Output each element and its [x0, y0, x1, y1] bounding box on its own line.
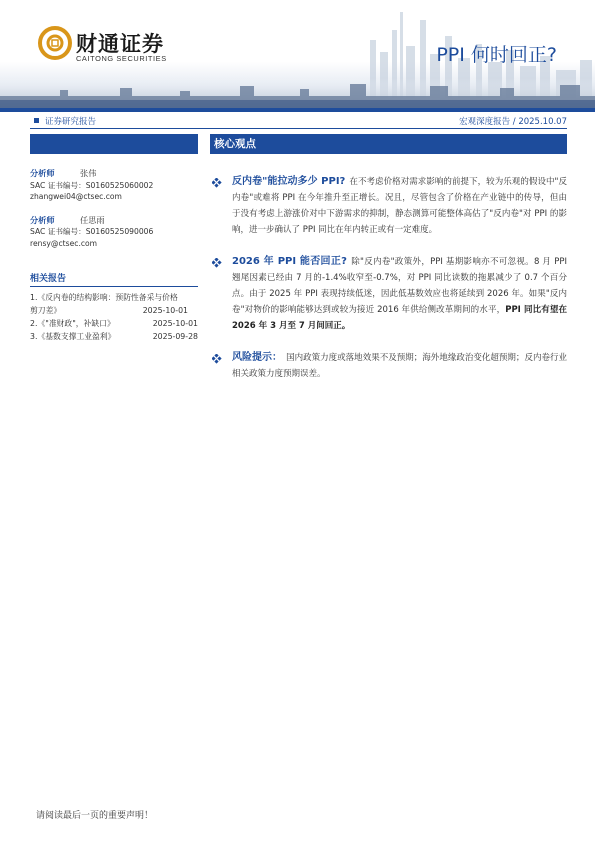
report-type-label: 证券研究报告 [45, 117, 97, 127]
diamond-bullet-icon [212, 178, 222, 188]
key-point [210, 174, 567, 238]
header-banner [0, 0, 595, 112]
related-report-item[interactable] [30, 317, 198, 330]
analyst-email[interactable]: rensy@ctsec.com [30, 238, 98, 248]
analyst-card [30, 215, 198, 250]
key-point-text: 国内政策力度或落地效果不及预期；海外地缘政治变化超预期；反内卷行业相关政策力度预期误差。 [232, 353, 568, 379]
square-bullet-icon [34, 118, 39, 123]
key-point-text: 除"反内卷"政策外，PPI 基期影响亦不可忽视。8 月 PPI 翘尾因素已经由 7 月的-1.4%收窄至-0.7%，对 PPI 同比读数的拖累减少了 0.7 个百分点。由于 2025 年 PPI 表现持续低迷，因此低基数效应也将延续到 2026 年。如果"反内卷"对物价的影响能够达到或较为接近 2016 年供给侧改革期间的水平， [232, 257, 567, 315]
related-reports-heading: 相关报告 [30, 271, 198, 287]
related-report-title: 2.《"准财政"，补缺口》 [30, 319, 115, 328]
related-reports-list [30, 291, 198, 343]
core-view-heading: 核心观点 [210, 134, 567, 154]
diamond-bullet-icon [212, 258, 222, 268]
related-report-date: 2025-10-01 [152, 319, 198, 328]
related-report-date: 2025-10-01 [142, 306, 188, 315]
analyst-name: 任思雨 [80, 214, 105, 225]
analyst-email[interactable]: zhangwei04@ctsec.com [30, 192, 122, 201]
main-content [210, 134, 567, 382]
analyst-cert: SAC 证书编号：S0160525060002 [30, 180, 154, 190]
key-point [210, 254, 567, 334]
analyst-cert: SAC 证书编号：S0160525090006 [30, 227, 154, 236]
divider [30, 128, 567, 129]
coin-logo-icon [38, 26, 72, 60]
related-report-date: 2025-09-28 [152, 332, 198, 341]
related-report-item[interactable] [30, 330, 198, 343]
key-point [210, 350, 567, 382]
sidebar [30, 134, 198, 343]
key-point-emphasis: PPI 同比有望在 2026 年 3 月至 7 月间回正。 [232, 305, 567, 331]
key-point-keyword: 风险提示： [232, 352, 283, 363]
sidebar-header-bar [30, 134, 198, 154]
related-report-title: 1.《反内卷的结构影响：预防性备采与价格 [30, 293, 178, 302]
logo-english-name: CAITONG SECURITIES [76, 54, 167, 63]
analyst-role: 分析师 [30, 214, 55, 225]
report-title: PPI 何时回正? [436, 44, 557, 66]
diamond-bullet-icon [212, 354, 222, 364]
analyst-name: 张伟 [80, 168, 97, 178]
related-report-title: 3.《基数支撑工业盈利》 [30, 332, 116, 341]
report-category-date: 宏观深度报告 / 2025.10.07 [459, 117, 567, 127]
key-point-keyword: 2026 年 PPI 能否回正? [232, 256, 347, 267]
logo-chinese-name: 财通证券 [76, 32, 164, 56]
disclaimer-note: 请阅读最后一页的重要声明！ [36, 811, 154, 821]
company-logo [38, 24, 178, 66]
report-type [34, 115, 96, 127]
info-line [30, 114, 567, 128]
related-report-item[interactable] [30, 291, 198, 317]
related-report-title-cont: 剪刀差》 [30, 306, 62, 315]
analyst-card [30, 168, 198, 203]
analyst-role: 分析师 [30, 168, 55, 178]
key-point-keyword: 反内卷"能拉动多少 PPI? [232, 176, 346, 187]
key-point-text: 在不考虑价格对需求影响的前提下，较为乐观的假设中"反内卷"或难将 PPI 在今年推升至正增长。况且，尽管包含了价格在产业链中的传导，但由于没有考虑上游涨价对中下游需求的抑制，静态测算可能整体高估了"反内卷"对 PPI 的影响，进一步确认了 PPI 同比在年内转正或有一定难度。 [232, 177, 568, 235]
